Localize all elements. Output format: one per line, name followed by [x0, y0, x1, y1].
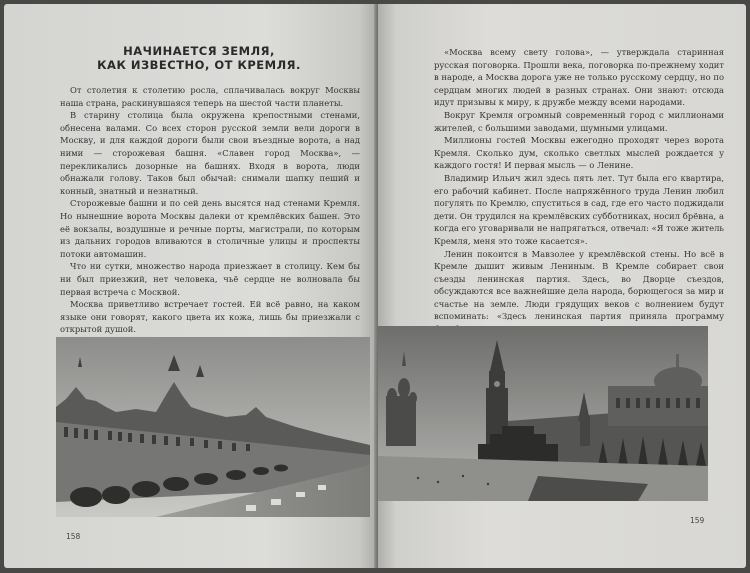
paragraph: Что ни сутки, множество народа приезжает в столицу. Кем бы ни был приезжий, нет человека, чьё сердце не волновала бы первая встреча с Москвой. [60, 261, 360, 297]
right-page-text [434, 46, 724, 336]
left-page [4, 4, 378, 568]
red-square-gum-photo [56, 337, 370, 517]
paragraph: Сторожевые башни и по сей день высятся над стенами Кремля. Но нынешние ворота Москвы далеки от кремлёвских башен. Это её вокзалы, воздушные и речные порты, магистрали, по которым из дальних городов вливаются в столичные улицы и проспекты потоки автомашин. [60, 198, 360, 259]
page-number: 158 [66, 532, 81, 541]
paragraph: Миллионы гостей Москвы ежегодно проходят через ворота Кремля. Сколько дум, сколько светлых мыслей рождается у каждого гостя! И первая мысль — о Ленине. [434, 135, 724, 171]
paragraph: Ленин покоится в Мавзолее у кремлёвской стены. Но всё в Кремле дышит живым Лениным. В Кремле собирает свои съезды ленинская партия. Здесь, во Дворце съездов, обсуждаются все важнейшие дела народа, борющегося за мир и счастье на земле. Люди грядущих веков с волнением будут вспоминать: «Здесь ленинская партия приняла программу [434, 248, 724, 322]
chapter-title-line-2: КАК ИЗВЕСТНО, ОТ КРЕМЛЯ. [97, 58, 301, 72]
chapter-title [74, 44, 324, 72]
paragraph: В старину столица была окружена крепостными стенами, обнесена валами. Со всех сторон русской земли вели дороги в Москву, и для каждой дороги были свои въездные ворота, а над ними — сторожевая башня. «Славен город Москва», — перекликались дозорные на башнях. Входя в ворота, люди обнажали голову. Таков был обычай: снимали шапку пеший и конный, знатный и незнатный. [60, 110, 360, 196]
paragraph: Вокруг Кремля огромный современный город с миллионами жителей, с большими заводами, шумными улицами. [434, 109, 724, 133]
left-page-text [60, 84, 360, 336]
paragraph: «Москва всему свету голова», — утверждала старинная русская поговорка. Прошли века, поговорка по-прежнему ходит в народе, а Москва дорога уже не только русскому сердцу, но по сердцам многих людей в разных странах. Они знают: отсюда идут призывы к миру, к дружбе между всеми народами. [434, 47, 724, 108]
page-number: 159 [690, 516, 705, 525]
right-page [378, 4, 746, 568]
paragraph: Владимир Ильич жил здесь пять лет. Тут была его квартира, его рабочий кабинет. После напряжённого труда Ленин любил погулять по Кремлю, спуститься в сад, где его часто поджидали дети. Он трудился на кремлёвских субботниках, носил брёвна, а когда его уговаривали не напрягаться, отвечал: «Я тоже житель Кремля, меня это тоже касается». [434, 172, 724, 246]
paragraph: От столетия к столетию росла, сплачивалась вокруг Москвы наша страна, раскинувшаяся теперь на шестой части планеты. [60, 85, 360, 108]
paragraph: Москва приветливо встречает гостей. Ей всё равно, на каком языке они говорят, какого цвета их кожа, лишь бы приезжали с открытой душой. [60, 299, 360, 335]
chapter-title-line-1: НАЧИНАЕТСЯ ЗЕМЛЯ, [123, 44, 275, 58]
kremlin-mausoleum-photo [378, 326, 708, 501]
